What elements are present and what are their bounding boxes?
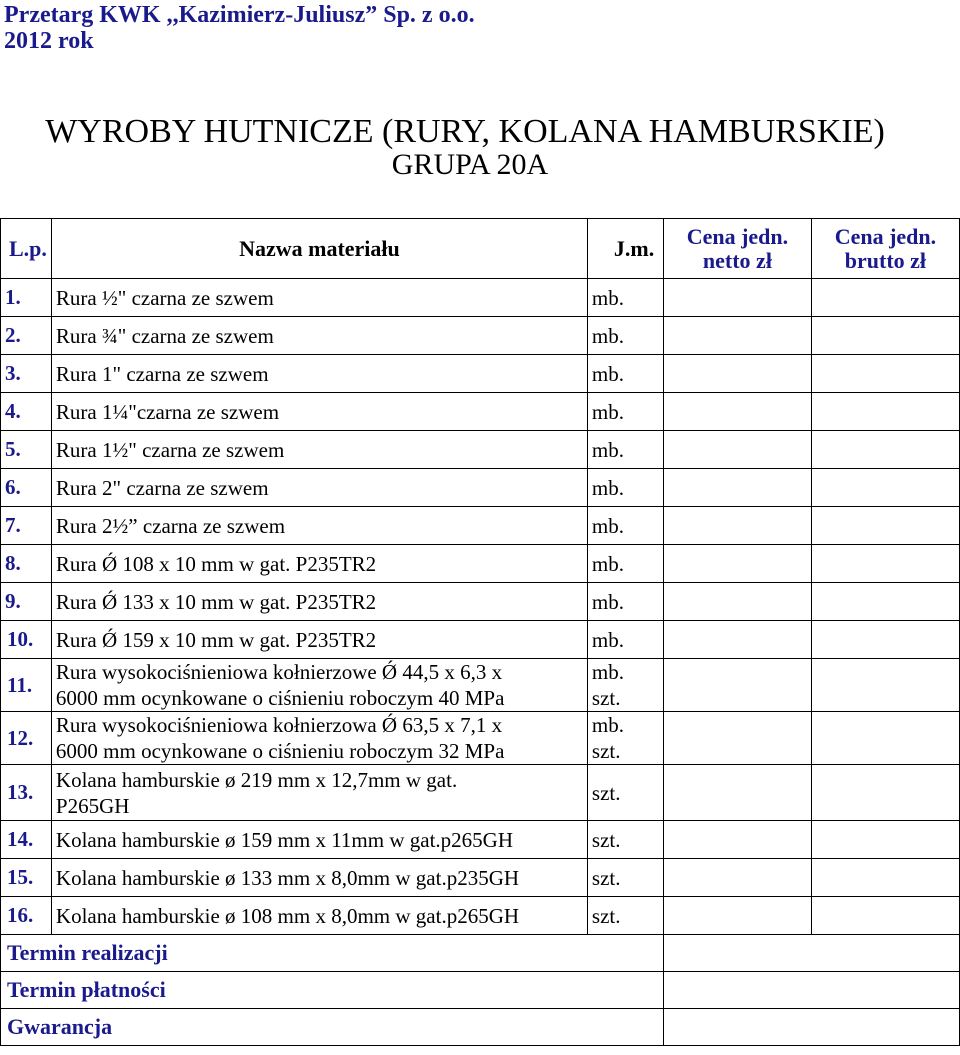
table-row <box>1 317 960 355</box>
table-row <box>1 431 960 469</box>
table-row <box>1 583 960 621</box>
row-name: Kolana hamburskie ø 133 mm x 8,0mm w gat.p235GH <box>51 859 587 897</box>
row-number: 6. <box>1 469 52 507</box>
table-row <box>1 545 960 583</box>
group-title: GRUPA 20A <box>391 148 549 181</box>
row-brutto-price[interactable] <box>811 712 959 765</box>
row-brutto-price[interactable] <box>811 621 959 659</box>
row-brutto-price[interactable] <box>811 765 959 821</box>
row-brutto-price[interactable] <box>811 583 959 621</box>
row-name-line2: 6000 mm ocynkowane o ciśnieniu roboczym 40 MPa <box>55 686 505 710</box>
row-brutto-price[interactable] <box>811 317 959 355</box>
row-name-line2: P265GH <box>55 793 130 818</box>
materials-table <box>0 218 960 1046</box>
footer-row-delivery <box>1 935 960 972</box>
year-line: 2012 rok <box>4 28 94 54</box>
company-line: Przetarg KWK ,,Kazimierz-Juliusz” Sp. z o.o. <box>4 2 475 28</box>
row-number: 3. <box>1 355 52 393</box>
table-row <box>1 897 960 935</box>
row-number: 4. <box>1 393 52 431</box>
row-netto-price[interactable] <box>663 712 811 765</box>
col-header-netto <box>663 219 811 279</box>
row-brutto-price[interactable] <box>811 821 959 859</box>
row-unit: mb. <box>587 279 663 317</box>
payment-term-label: Termin płatności <box>1 972 664 1009</box>
row-number: 16. <box>1 897 52 935</box>
row-unit: mb. <box>587 545 663 583</box>
row-name: Rura 1¼"czarna ze szwem <box>51 393 587 431</box>
col-header-netto-line1: Cena jedn. <box>686 223 789 249</box>
row-unit: mb. <box>587 507 663 545</box>
row-name: Kolana hamburskie ø 108 mm x 8,0mm w gat.p265GH <box>51 897 587 935</box>
table-row <box>1 765 960 821</box>
row-name <box>51 712 587 765</box>
row-number: 13. <box>1 765 52 821</box>
row-unit <box>587 659 663 712</box>
table-row <box>1 621 960 659</box>
row-unit-line2: szt. <box>591 686 621 710</box>
row-unit <box>587 712 663 765</box>
row-netto-price[interactable] <box>663 659 811 712</box>
row-brutto-price[interactable] <box>811 469 959 507</box>
row-name: Rura ¾" czarna ze szwem <box>51 317 587 355</box>
row-brutto-price[interactable] <box>811 859 959 897</box>
row-netto-price[interactable] <box>663 431 811 469</box>
row-netto-price[interactable] <box>663 279 811 317</box>
row-unit: szt. <box>587 859 663 897</box>
row-name: Rura 2½” czarna ze szwem <box>51 507 587 545</box>
table-header-row <box>1 219 960 279</box>
col-header-brutto-line2: brutto zł <box>844 247 927 273</box>
row-name: Rura Ǿ 108 x 10 mm w gat. P235TR2 <box>51 545 587 583</box>
row-name-line1: Rura wysokociśnieniowa kołnierzowe Ǿ 44,5 x 6,3 x <box>55 660 503 684</box>
row-brutto-price[interactable] <box>811 897 959 935</box>
table-row <box>1 355 960 393</box>
row-number: 8. <box>1 545 52 583</box>
row-brutto-price[interactable] <box>811 393 959 431</box>
row-unit-line1: mb. <box>591 660 625 684</box>
col-header-netto-line2: netto zł <box>702 247 772 273</box>
row-netto-price[interactable] <box>663 469 811 507</box>
col-header-brutto <box>811 219 959 279</box>
row-number: 9. <box>1 583 52 621</box>
delivery-term-value[interactable] <box>663 935 959 972</box>
row-number: 15. <box>1 859 52 897</box>
delivery-term-label: Termin realizacji <box>1 935 664 972</box>
col-header-lp: L.p. <box>1 219 52 279</box>
col-header-brutto-line1: Cena jedn. <box>834 223 937 249</box>
row-name-line1: Rura wysokociśnieniowa kołnierzowa Ǿ 63,5 x 7,1 x <box>55 713 503 737</box>
row-unit: szt. <box>587 897 663 935</box>
row-netto-price[interactable] <box>663 821 811 859</box>
row-netto-price[interactable] <box>663 393 811 431</box>
row-netto-price[interactable] <box>663 765 811 821</box>
table-row <box>1 393 960 431</box>
col-header-name: Nazwa materiału <box>51 219 587 279</box>
row-name <box>51 659 587 712</box>
row-unit-line2: szt. <box>591 739 621 763</box>
col-header-unit: J.m. <box>587 219 663 279</box>
row-name: Rura 1½" czarna ze szwem <box>51 431 587 469</box>
row-number: 7. <box>1 507 52 545</box>
row-unit-line1: mb. <box>591 713 625 737</box>
row-brutto-price[interactable] <box>811 507 959 545</box>
row-netto-price[interactable] <box>663 621 811 659</box>
table-row <box>1 469 960 507</box>
row-unit: mb. <box>587 469 663 507</box>
table-row <box>1 507 960 545</box>
table-row <box>1 859 960 897</box>
row-brutto-price[interactable] <box>811 545 959 583</box>
row-netto-price[interactable] <box>663 583 811 621</box>
payment-term-value[interactable] <box>663 972 959 1009</box>
row-netto-price[interactable] <box>663 859 811 897</box>
row-number: 11. <box>1 659 52 712</box>
row-number: 10. <box>1 621 52 659</box>
row-unit: mb. <box>587 355 663 393</box>
row-number: 5. <box>1 431 52 469</box>
row-unit: mb. <box>587 621 663 659</box>
row-netto-price[interactable] <box>663 545 811 583</box>
row-number: 12. <box>1 712 52 765</box>
row-number: 1. <box>1 279 52 317</box>
footer-row-payment <box>1 972 960 1009</box>
row-name: Rura Ǿ 159 x 10 mm w gat. P235TR2 <box>51 621 587 659</box>
row-netto-price[interactable] <box>663 897 811 935</box>
warranty-label: Gwarancja <box>1 1009 664 1046</box>
row-netto-price[interactable] <box>663 317 811 355</box>
document-title: WYROBY HUTNICZE (RURY, KOLANA HAMBURSKIE) <box>45 113 885 150</box>
row-name <box>51 765 587 821</box>
row-name-line1: Kolana hamburskie ø 219 mm x 12,7mm w gat. <box>55 767 458 792</box>
footer-row-warranty <box>1 1009 960 1046</box>
warranty-value[interactable] <box>663 1009 959 1046</box>
row-name: Kolana hamburskie ø 159 mm x 11mm w gat.p265GH <box>51 821 587 859</box>
row-brutto-price[interactable] <box>811 355 959 393</box>
row-unit: szt. <box>587 765 663 821</box>
row-unit: mb. <box>587 317 663 355</box>
row-unit: mb. <box>587 431 663 469</box>
row-number: 2. <box>1 317 52 355</box>
table-row <box>1 821 960 859</box>
row-name: Rura ½" czarna ze szwem <box>51 279 587 317</box>
row-number: 14. <box>1 821 52 859</box>
row-name: Rura 1" czarna ze szwem <box>51 355 587 393</box>
row-netto-price[interactable] <box>663 355 811 393</box>
row-unit: mb. <box>587 583 663 621</box>
row-brutto-price[interactable] <box>811 431 959 469</box>
table-row <box>1 659 960 712</box>
row-brutto-price[interactable] <box>811 659 959 712</box>
row-name: Rura Ǿ 133 x 10 mm w gat. P235TR2 <box>51 583 587 621</box>
row-netto-price[interactable] <box>663 507 811 545</box>
table-row <box>1 279 960 317</box>
row-brutto-price[interactable] <box>811 279 959 317</box>
row-unit: szt. <box>587 821 663 859</box>
row-name: Rura 2" czarna ze szwem <box>51 469 587 507</box>
row-unit: mb. <box>587 393 663 431</box>
table-row <box>1 712 960 765</box>
row-name-line2: 6000 mm ocynkowane o ciśnieniu roboczym 32 MPa <box>55 739 505 763</box>
